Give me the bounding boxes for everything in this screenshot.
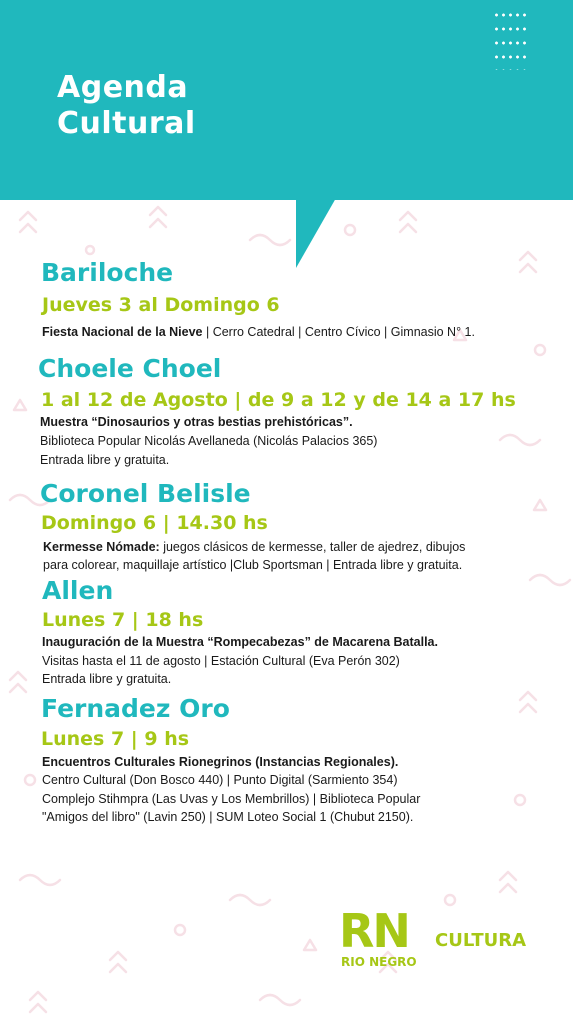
info-text: Visitas hasta el 11 de agosto | Estación Cultural (Eva Perón 302) [42,654,400,668]
info-text: "Amigos del libro" (Lavin 250) | SUM Loteo Social 1 (Chubut 2150). [42,810,414,824]
logo-label: CULTURA [435,930,527,951]
event-info-line [42,671,171,689]
info-bold: Inauguración de la Muestra “Rompecabezas” de Macarena Batalla. [42,635,438,649]
info-text: juegos clásicos de kermesse, taller de ajedrez, dibujos [159,540,466,554]
event-info-line [40,414,353,432]
rio-negro-cultura-logo [339,905,549,975]
event-info-line [43,539,465,557]
event-date: Lunes 7 | 9 hs [41,728,190,750]
info-bold: Encuentros Culturales Rionegrinos (Instancias Regionales). [42,755,399,769]
event-info-line [40,452,169,470]
info-text: Complejo Stihmpra (Las Uvas y Los Membrillos) | Biblioteca Popular [42,792,421,806]
event-info-line [43,557,462,575]
title-line-1: Agenda [57,70,189,105]
event-city: Allen [42,576,114,605]
event-city: Bariloche [41,258,174,287]
event-info-line [42,772,398,790]
event-city: Coronel Belisle [40,479,251,508]
event-info-line [42,634,438,652]
info-text: Entrada libre y gratuita. [40,453,170,467]
event-info-line [42,754,398,772]
logo-subtitle: RIO NEGRO [341,955,417,969]
info-bold: Fiesta Nacional de la Nieve [42,325,203,339]
event-date: Domingo 6 | 14.30 hs [41,512,268,534]
title-line-2: Cultural [57,106,196,141]
info-text: Biblioteca Popular Nicolás Avellaneda (Nicolás Palacios 365) [40,434,378,448]
info-text: Centro Cultural (Don Bosco 440) | Punto Digital (Sarmiento 354) [42,773,398,787]
event-info-line [42,324,475,342]
event-info-line [42,791,420,809]
event-info-line [40,433,377,451]
event-info-line [42,809,413,827]
event-date: 1 al 12 de Agosto | de 9 a 12 y de 14 a 17 hs [41,389,516,411]
event-date: Jueves 3 al Domingo 6 [42,294,280,316]
info-text: Entrada libre y gratuita. [42,672,172,686]
event-info-line [42,653,400,671]
info-text: para colorear, maquillaje artístico |Club Sportsman | Entrada libre y gratuita. [43,558,463,572]
page-title [57,70,196,142]
event-city: Fernadez Oro [41,694,230,723]
logo-mark: RN [339,904,409,958]
dots-pattern-icon [493,8,527,70]
event-city: Choele Choel [38,354,222,383]
event-date: Lunes 7 | 18 hs [42,609,204,631]
info-bold: Muestra “Dinosaurios y otras bestias prehistóricas”. [40,415,353,429]
info-text: | Cerro Catedral | Centro Cívico | Gimnasio N° 1. [202,325,475,339]
info-bold: Kermesse Nómade: [43,540,160,554]
